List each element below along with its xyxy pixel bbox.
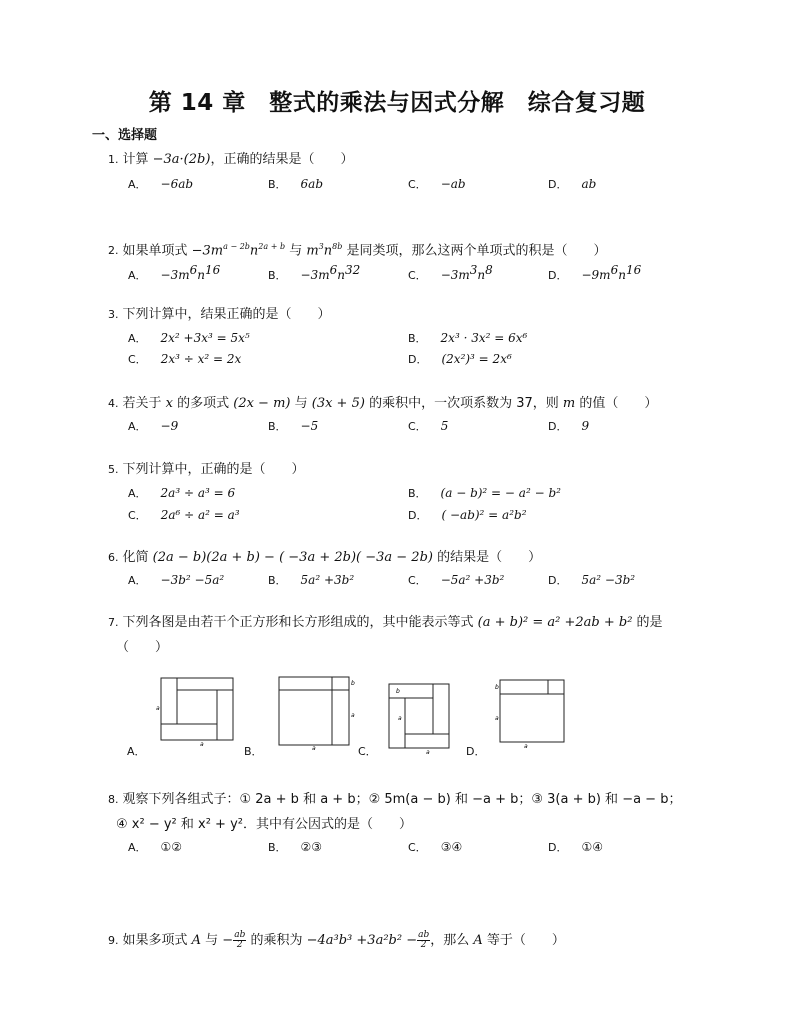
math-expression: −4a³b³ +3a²b² − xyxy=(306,933,418,948)
question-2 xyxy=(108,238,607,260)
option-label: D． xyxy=(548,269,568,282)
option-b[interactable] xyxy=(268,263,360,283)
exponent: 3 xyxy=(318,242,324,251)
math-expression: − xyxy=(222,933,234,948)
exponent: 16 xyxy=(625,263,642,277)
question-text: 与 xyxy=(201,933,223,948)
option-value: 9 xyxy=(581,419,590,433)
option-label: D． xyxy=(548,178,568,191)
option-value: n xyxy=(337,268,345,282)
question-text: 若关于 xyxy=(122,396,166,411)
figure-d[interactable] xyxy=(494,676,570,750)
question-5 xyxy=(108,461,305,479)
option-a[interactable] xyxy=(128,572,224,588)
option-value: 2x² +3x³ = 5x⁵ xyxy=(160,331,250,345)
question-text: 与 xyxy=(285,243,307,259)
fraction-numerator: ab xyxy=(418,930,430,940)
question-text: ，正确的结果是（ ） xyxy=(210,152,354,167)
question-text: 等于（ ） xyxy=(482,933,565,948)
question-text: 的值（ ） xyxy=(575,396,658,411)
option-b[interactable] xyxy=(268,418,318,434)
question-number: 9. xyxy=(108,934,119,947)
option-value: −3m xyxy=(440,268,470,282)
fraction-denominator: 2 xyxy=(420,940,427,950)
figure-label-a[interactable]: A． xyxy=(127,745,146,758)
question-number: 4. xyxy=(108,397,119,410)
question-text: 是同类项，那么这两个单项式的积是（ ） xyxy=(342,243,607,259)
option-value: (2x²)³ = 2x⁶ xyxy=(441,352,512,366)
fig-letter-a: a xyxy=(312,745,316,750)
option-label: A． xyxy=(128,574,147,587)
math-expression: (2x − m) xyxy=(233,396,291,411)
option-c[interactable] xyxy=(408,176,466,192)
question-text: 的是 xyxy=(632,615,663,630)
option-label: D． xyxy=(548,420,568,433)
math-expression: −3a·(2b) xyxy=(152,152,211,167)
option-label: B． xyxy=(268,574,287,587)
exponent: 2a + b xyxy=(258,242,286,251)
option-c[interactable] xyxy=(408,418,448,434)
figure-label-d[interactable]: D． xyxy=(466,745,486,758)
option-label: A． xyxy=(128,269,147,282)
fraction-numerator: ab xyxy=(234,930,246,940)
question-text: 的多项式 xyxy=(172,396,234,411)
math-expression: A xyxy=(191,933,202,948)
exponent: 6 xyxy=(329,263,338,277)
option-value: −3m xyxy=(160,268,190,282)
option-label: A． xyxy=(128,420,147,433)
option-label: C． xyxy=(408,574,427,587)
option-d[interactable] xyxy=(548,839,603,855)
question-text: 下列各图是由若干个正方形和长方形组成的，其中能表示等式 xyxy=(122,615,478,630)
option-a[interactable] xyxy=(128,839,182,855)
option-d[interactable] xyxy=(408,351,512,367)
option-value: n xyxy=(197,268,205,282)
question-text: 下列计算中，正确的是（ ） xyxy=(122,462,305,477)
option-value: −6ab xyxy=(160,177,194,191)
exponent: 8 xyxy=(485,263,493,277)
fig-letter-b: b xyxy=(396,688,400,695)
math-expression: −3m xyxy=(191,243,224,259)
question-4 xyxy=(108,395,657,413)
option-a[interactable] xyxy=(128,263,220,283)
figure-b[interactable] xyxy=(276,672,358,750)
option-label: A． xyxy=(128,178,147,191)
option-b[interactable] xyxy=(268,839,322,855)
exponent: 3 xyxy=(469,263,478,277)
option-c[interactable] xyxy=(128,507,240,523)
option-b[interactable] xyxy=(268,572,354,588)
option-value: n xyxy=(618,268,626,282)
option-a[interactable] xyxy=(128,418,178,434)
option-label: C． xyxy=(128,353,147,366)
option-label: D． xyxy=(408,509,428,522)
option-value: 5a² −3b² xyxy=(581,573,636,587)
option-value: ( −ab)² = a²b² xyxy=(441,508,527,522)
option-c[interactable] xyxy=(408,839,462,855)
question-number: 1. xyxy=(108,153,119,166)
figure-label-b[interactable]: B． xyxy=(244,745,263,758)
option-b[interactable] xyxy=(408,330,527,346)
question-number: 3. xyxy=(108,308,119,321)
question-9 xyxy=(108,931,565,950)
option-label: B． xyxy=(408,332,427,345)
question-text: 观察下列各组式子：① 2a + b 和 a + b；② 5m(a − b) 和 −a + b；③ 3(a + b) 和 −a − b； xyxy=(122,792,682,807)
option-label: D． xyxy=(408,353,428,366)
option-value: 2a⁶ ÷ a² = a³ xyxy=(160,508,240,522)
option-value: −9m xyxy=(581,268,611,282)
question-number: 6. xyxy=(108,551,119,564)
fig-letter-a: a xyxy=(156,705,160,712)
option-label: B． xyxy=(268,269,287,282)
option-a[interactable] xyxy=(128,485,235,501)
option-label: B． xyxy=(268,841,287,854)
question-7 xyxy=(108,614,663,632)
option-value: −9 xyxy=(160,419,179,433)
option-label: C． xyxy=(408,420,427,433)
question-number: 2. xyxy=(108,244,119,258)
question-3 xyxy=(108,306,331,324)
question-6 xyxy=(108,549,541,567)
option-value: −ab xyxy=(440,177,466,191)
exponent: 16 xyxy=(204,263,221,277)
question-8-line-2: ④ x² − y² 和 x² + y²．其中有公因式的是（ ） xyxy=(116,817,412,832)
option-c[interactable] xyxy=(408,572,504,588)
option-value: 2x³ ÷ x² = 2x xyxy=(160,352,242,366)
math-expression: (2a − b)(2a + b) − ( −3a + 2b)( −3a − 2b) xyxy=(152,550,433,565)
option-label: D． xyxy=(548,574,568,587)
math-expression: x xyxy=(165,396,173,411)
option-value: (a − b)² = − a² − b² xyxy=(440,486,561,500)
question-text: ，那么 xyxy=(430,933,474,948)
option-value: 6ab xyxy=(300,177,324,191)
fig-letter-a: a xyxy=(398,715,402,722)
fig-letter-a: a xyxy=(351,712,355,719)
question-text: 如果单项式 xyxy=(122,243,192,259)
option-d[interactable] xyxy=(548,263,641,283)
question-text: 如果多项式 xyxy=(122,933,192,948)
option-c[interactable] xyxy=(408,263,493,283)
fig-letter-b: b xyxy=(351,680,355,687)
fig-letter-b: b xyxy=(495,684,499,691)
question-text: 下列计算中，结果正确的是（ ） xyxy=(122,307,331,322)
option-value: n xyxy=(477,268,486,282)
math-expression: (a + b)² = a² +2ab + b² xyxy=(477,615,633,630)
math-expression: A xyxy=(473,933,483,948)
exponent: 6 xyxy=(189,263,198,277)
option-d[interactable] xyxy=(548,572,635,588)
exponent: a − 2b xyxy=(223,242,250,251)
option-label: C． xyxy=(408,269,427,282)
option-label: C． xyxy=(408,841,427,854)
option-label: A． xyxy=(128,332,147,345)
question-8 xyxy=(108,791,681,809)
option-value: 5 xyxy=(440,419,449,433)
option-value: −3m xyxy=(300,268,330,282)
option-label: C． xyxy=(128,509,147,522)
fraction xyxy=(417,931,430,950)
option-value: ③④ xyxy=(440,840,463,854)
fig-letter-a: a xyxy=(200,741,204,746)
option-label: A． xyxy=(128,841,147,854)
fig-letter-a: a xyxy=(495,715,499,722)
math-expression: m xyxy=(306,243,319,259)
question-text: 的乘积中，一次项系数为 37，则 xyxy=(364,396,563,411)
option-value: −5 xyxy=(300,419,319,433)
math-expression: n xyxy=(249,243,259,259)
exponent: 32 xyxy=(345,263,361,277)
question-text: 计算 xyxy=(122,152,153,167)
option-value: ②③ xyxy=(300,840,323,854)
option-a[interactable] xyxy=(128,176,193,192)
figure-label-c[interactable]: C． xyxy=(358,745,377,758)
section-heading: 一、选择题 xyxy=(92,128,158,143)
fraction xyxy=(233,931,246,950)
option-c[interactable] xyxy=(128,351,241,367)
question-number: 7. xyxy=(108,616,119,629)
question-text: 的乘积为 xyxy=(246,933,307,948)
option-label: A． xyxy=(128,487,147,500)
option-d[interactable] xyxy=(548,176,596,192)
math-expression: n xyxy=(323,243,333,259)
option-value: −5a² +3b² xyxy=(440,573,505,587)
figure-a[interactable] xyxy=(155,676,235,746)
question-text: 的结果是（ ） xyxy=(432,550,542,565)
option-value: ab xyxy=(581,177,597,191)
answer-blank: （ ） xyxy=(116,640,169,655)
option-label: C． xyxy=(408,178,427,191)
option-value: 5a² +3b² xyxy=(300,573,355,587)
option-value: ①④ xyxy=(581,840,603,854)
fig-letter-a: a xyxy=(426,749,430,756)
option-value: 2a³ ÷ a³ = 6 xyxy=(160,486,236,500)
math-expression: (3x + 5) xyxy=(311,396,365,411)
option-value: −3b² −5a² xyxy=(160,573,225,587)
option-label: D． xyxy=(548,841,568,854)
question-number: 5. xyxy=(108,463,119,476)
question-text: 与 xyxy=(290,396,312,411)
fig-letter-a: a xyxy=(524,743,528,750)
option-a[interactable] xyxy=(128,330,250,346)
question-1 xyxy=(108,151,353,169)
exponent: 6 xyxy=(610,263,619,277)
exponent: 8b xyxy=(332,242,343,251)
option-value: 2x³ · 3x² = 6x⁶ xyxy=(440,331,528,345)
option-b[interactable] xyxy=(268,176,323,192)
option-d[interactable] xyxy=(408,507,527,523)
math-expression: m xyxy=(562,396,576,411)
question-text: 化简 xyxy=(122,550,153,565)
question-number: 8. xyxy=(108,793,119,806)
option-b[interactable] xyxy=(408,485,561,501)
option-label: B． xyxy=(408,487,427,500)
figure-c[interactable] xyxy=(386,680,452,756)
option-label: B． xyxy=(268,178,287,191)
option-label: B． xyxy=(268,420,287,433)
option-value: ①② xyxy=(160,840,183,854)
fraction-denominator: 2 xyxy=(236,940,243,950)
option-d[interactable] xyxy=(548,418,589,434)
page-title: 第 14 章 整式的乘法与因式分解 综合复习题 xyxy=(148,90,646,116)
